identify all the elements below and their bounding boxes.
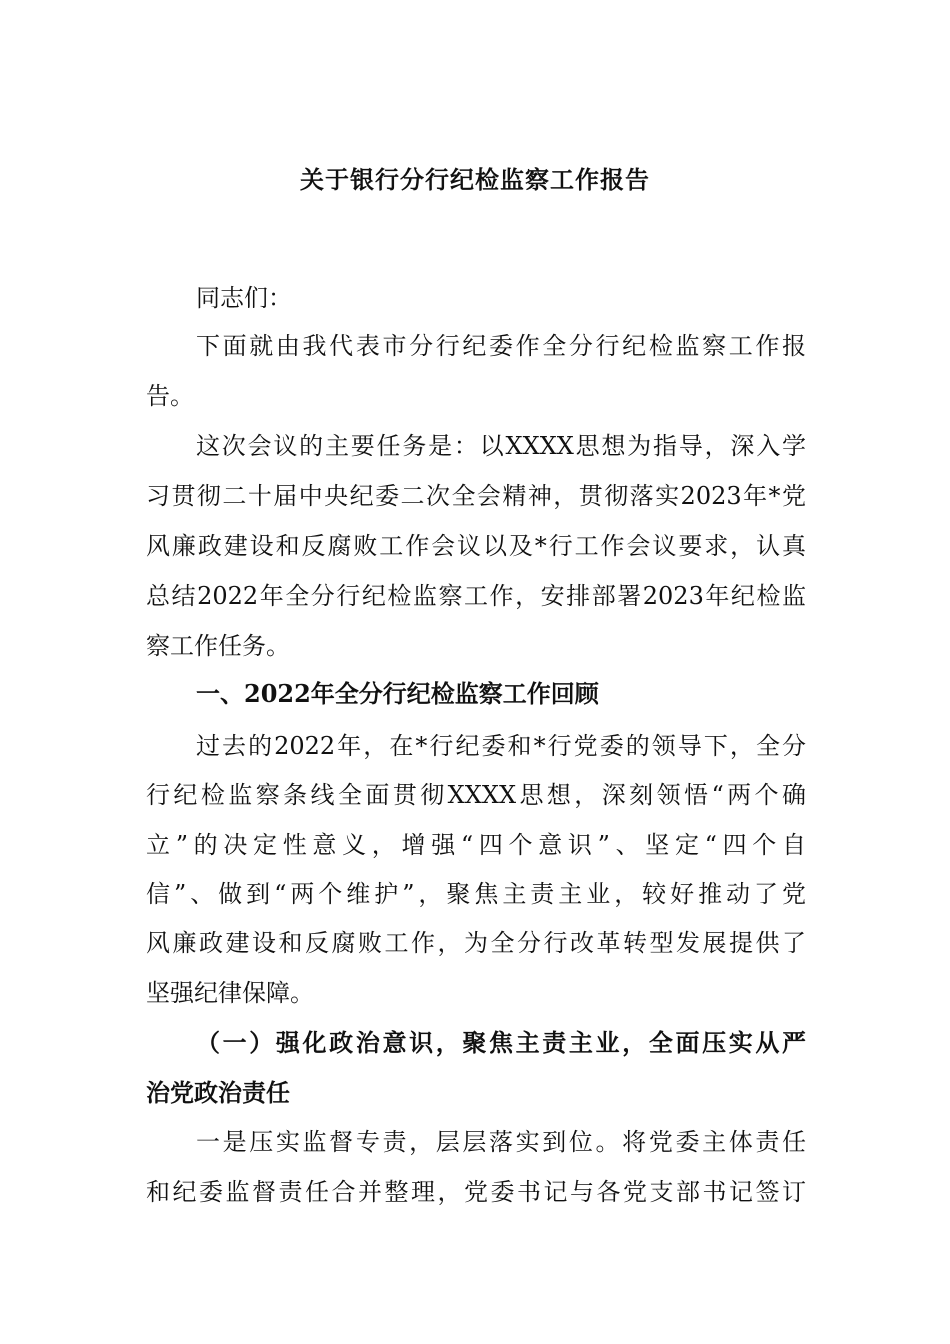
point-one-line: 和纪委监督责任合并整理，党委书记与各党支部书记签订 [146,1178,806,1206]
subsection-one-heading: （一）强化政治意识，聚焦主责主业，全面压实从严 [196,1028,806,1057]
section-one-heading: 一、2022年全分行纪检监察工作回顾 [196,679,599,708]
document-title: 关于银行分行纪检监察工作报告 [300,165,650,194]
meeting-line: 总结2022年全分行纪检监察工作，安排部署2023年纪检监 [146,582,806,610]
meeting-line: 风廉政建设和反腐败工作会议以及*行工作会议要求，认真 [146,532,806,560]
salutation: 同志们： [196,284,292,312]
review-line: 信”、做到“两个维护”，聚焦主责主业，较好推动了党 [146,880,806,908]
intro-line: 下面就由我代表市分行纪委作全分行纪检监察工作报 [196,332,806,360]
review-line: 立”的决定性意义，增强“四个意识”、坚定“四个自 [146,831,806,859]
meeting-line: 这次会议的主要任务是：以XXXX思想为指导，深入学 [196,432,806,460]
point-one-line: 一是压实监督专责，层层落实到位。将党委主体责任 [196,1128,806,1156]
subsection-one-heading: 治党政治责任 [146,1078,290,1107]
meeting-line: 察工作任务。 [146,632,290,660]
intro-line: 告。 [146,382,194,410]
review-line: 过去的2022年，在*行纪委和*行党委的领导下，全分 [196,732,806,760]
review-line: 风廉政建设和反腐败工作，为全分行改革转型发展提供了 [146,929,806,957]
meeting-line: 习贯彻二十届中央纪委二次全会精神，贯彻落实2023年*党 [146,482,806,510]
review-line: 行纪检监察条线全面贯彻XXXX思想，深刻领悟“两个确 [146,781,806,809]
review-line: 坚强纪律保障。 [146,979,314,1007]
